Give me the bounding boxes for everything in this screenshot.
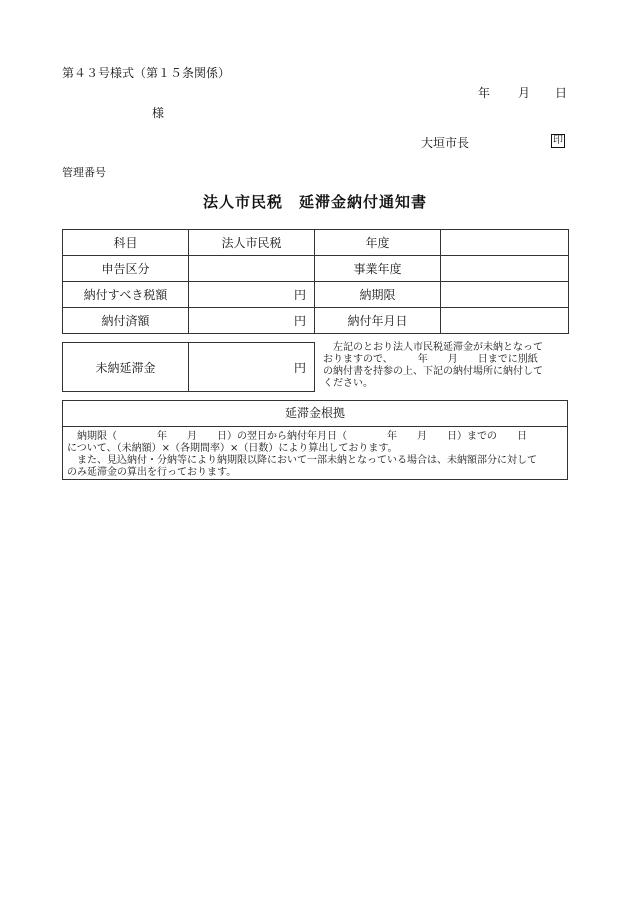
management-number-label: 管理番号: [62, 166, 106, 179]
penalty-basis-box: [62, 400, 568, 480]
payment-notice: [323, 342, 569, 390]
seal-mark: 印: [553, 135, 563, 146]
subject-value: 法人市民税: [189, 230, 315, 256]
notice-line: ください。: [323, 378, 373, 389]
notice-line: 左記のとおり法人市民税延滞金が未納となって: [333, 342, 543, 353]
basis-line: について、（未納額）×（各期間率）×（日数）により算出しております。: [67, 443, 398, 454]
date-month-label: 月: [518, 86, 531, 100]
business-year-field[interactable]: [441, 256, 569, 282]
notice-line: おりますので、 年 月 日までに別紙: [323, 354, 538, 365]
table-row: [63, 308, 569, 334]
due-date-label: 納期限: [315, 282, 441, 308]
tax-info-table: [62, 229, 569, 334]
addressee-suffix: 様: [152, 106, 165, 120]
filing-category-field[interactable]: [189, 256, 315, 282]
table-row: [63, 256, 569, 282]
basis-line: また、見込納付・分納等により納期限以降において一部未納となっている場合は、未納額部分に対して: [77, 455, 537, 466]
table-row: [63, 230, 569, 256]
document-title: 法人市民税 延滞金納付通知書: [202, 193, 427, 211]
penalty-basis-heading: 延滞金根拠: [63, 401, 567, 427]
date-day-label: 日: [555, 86, 568, 100]
table-row: [63, 282, 569, 308]
due-date-field[interactable]: [441, 282, 569, 308]
payment-date-field[interactable]: [441, 308, 569, 334]
date-year-label: 年: [478, 86, 491, 100]
filing-category-label: 申告区分: [63, 256, 189, 282]
basis-line: のみ延滞金の算出を行っております。: [67, 467, 237, 478]
tax-due-yen: 円: [189, 282, 315, 308]
unpaid-penalty-label: 未納延滞金: [63, 343, 189, 392]
basis-line: 納期限（ 年 月 日）の翌日から納付年月日（ 年 月 日）までの 日: [77, 431, 527, 442]
fiscal-year-label: 年度: [315, 230, 441, 256]
subject-label: 科目: [63, 230, 189, 256]
unpaid-penalty-yen: 円: [189, 343, 315, 392]
paid-amount-label: 納付済額: [63, 308, 189, 334]
form-number: 第４３号様式（第１５条関係）: [62, 66, 231, 80]
penalty-basis-text: [63, 427, 567, 479]
table-row: [63, 343, 315, 392]
payment-date-label: 納付年月日: [315, 308, 441, 334]
issuer-name: 大垣市長: [421, 136, 470, 150]
paid-amount-yen: 円: [189, 308, 315, 334]
tax-due-label: 納付すべき税額: [63, 282, 189, 308]
notice-line: の納付書を持参の上、下記の納付場所に納付して: [323, 366, 543, 377]
fiscal-year-field[interactable]: [441, 230, 569, 256]
unpaid-penalty-table: [62, 342, 315, 392]
business-year-label: 事業年度: [315, 256, 441, 282]
